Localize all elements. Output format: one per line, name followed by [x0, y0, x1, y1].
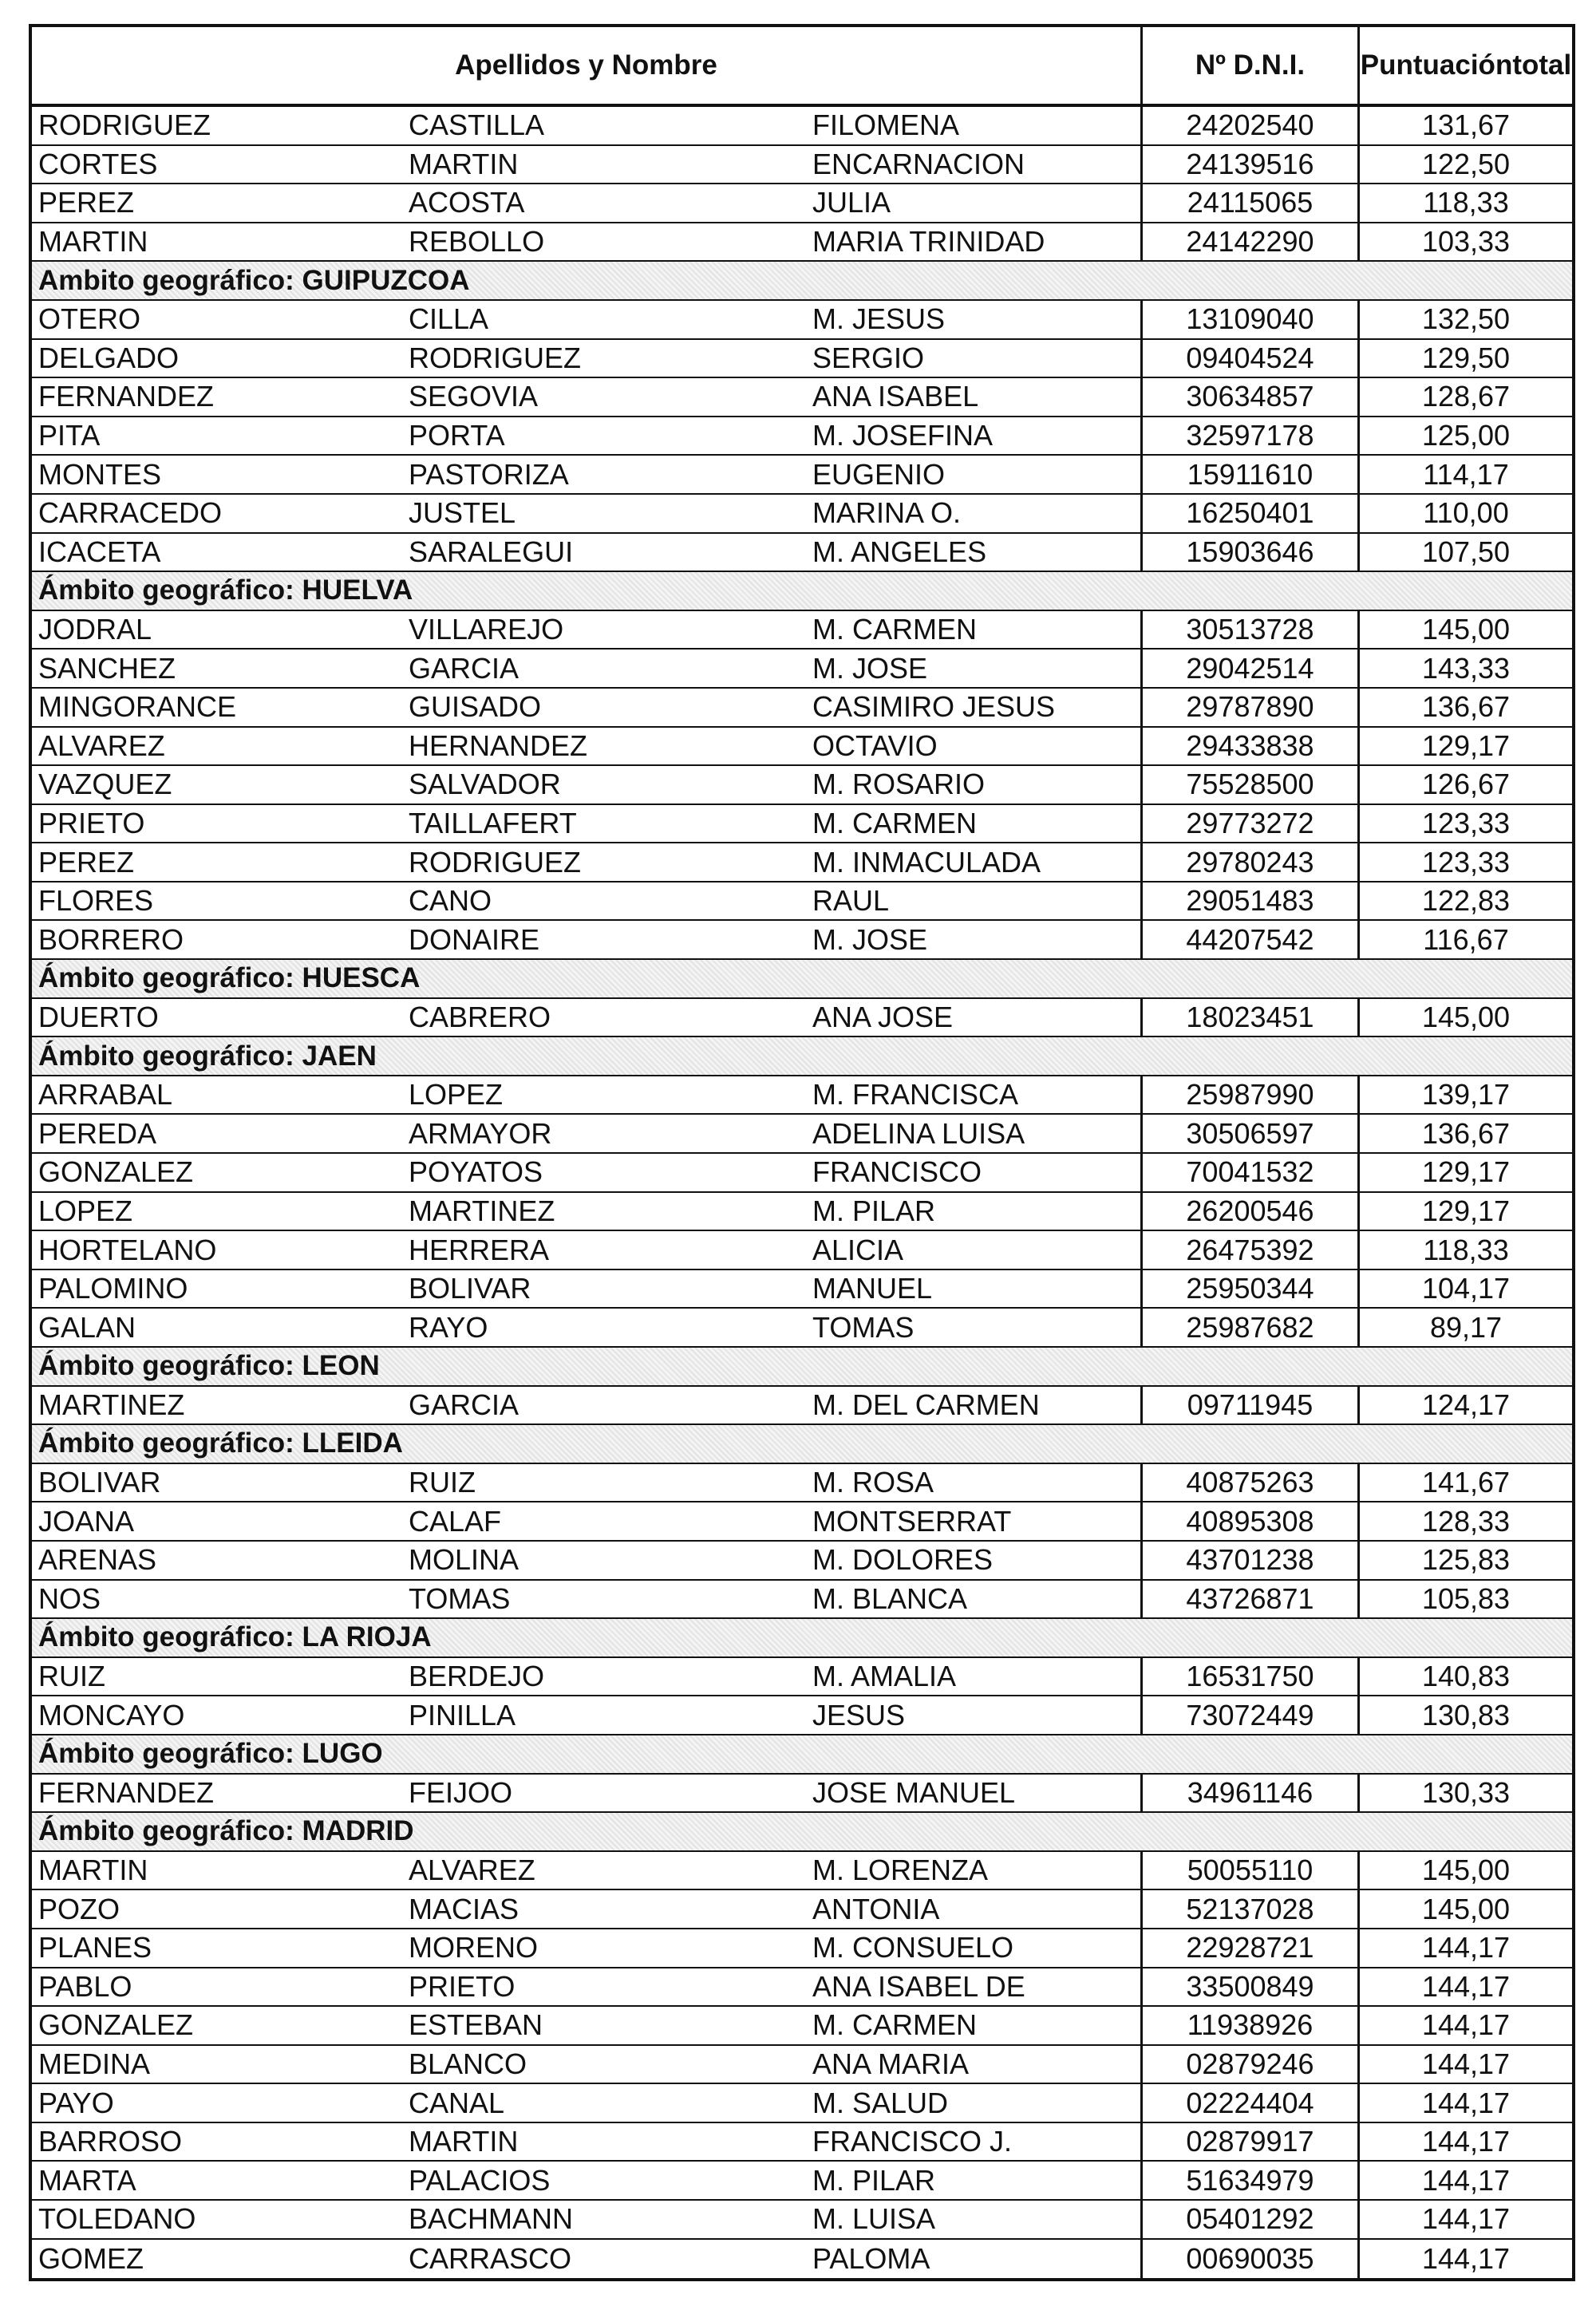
first-surname: MARTA — [38, 2163, 136, 2197]
given-name: M. CARMEN — [806, 2007, 1143, 2044]
dni-number: 44207542 — [1143, 921, 1360, 958]
second-surname: PRIETO — [409, 1969, 516, 2003]
table-row — [32, 378, 1572, 417]
table-row — [32, 1270, 1572, 1309]
second-surname: ESTEBAN — [409, 2008, 543, 2042]
dni-number: 25950344 — [1143, 1270, 1360, 1308]
header-score-line1: Puntuación — [1360, 49, 1513, 81]
header-score-line2: total — [1512, 49, 1572, 81]
table-row — [32, 1890, 1572, 1929]
given-name: M. CARMEN — [806, 805, 1143, 843]
given-name: PALOMA — [806, 2240, 1143, 2279]
given-name: RAUL — [806, 882, 1143, 920]
given-name: MONTSERRAT — [806, 1502, 1143, 1540]
given-name: JULIA — [806, 184, 1143, 222]
second-surname: CANAL — [409, 2086, 505, 2119]
first-surname: MARTIN — [38, 1854, 148, 1887]
dni-number: 02879246 — [1143, 2046, 1360, 2083]
total-score: 125,00 — [1421, 419, 1511, 452]
table-row — [32, 689, 1572, 728]
total-score: 128,33 — [1421, 1504, 1511, 1538]
dni-number: 30513728 — [1143, 611, 1360, 649]
total-score: 132,50 — [1421, 302, 1511, 336]
dni-number: 40875263 — [1143, 1464, 1360, 1502]
first-surname: ICACETA — [38, 535, 161, 568]
given-name: M. FRANCISCA — [806, 1076, 1143, 1114]
table-row — [32, 999, 1572, 1038]
second-surname: GARCIA — [409, 1388, 519, 1421]
given-name: MARIA TRINIDAD — [806, 223, 1143, 261]
first-surname: ARRABAL — [38, 1078, 173, 1112]
second-surname: CANO — [409, 884, 492, 918]
total-score: 126,67 — [1421, 768, 1511, 801]
total-score: 123,33 — [1421, 845, 1511, 879]
total-score: 107,50 — [1421, 535, 1511, 568]
total-score: 122,83 — [1421, 884, 1511, 918]
table-row — [32, 1464, 1572, 1503]
total-score: 130,83 — [1421, 1698, 1511, 1731]
section-header: Ámbito geográfico: HUELVA — [32, 572, 1572, 611]
second-surname: LOPEZ — [409, 1078, 504, 1112]
second-surname: ALVAREZ — [409, 1854, 535, 1887]
dni-number: 33500849 — [1143, 1968, 1360, 2006]
first-surname: CORTES — [38, 147, 158, 180]
second-surname: RAYO — [409, 1310, 488, 1344]
first-surname: GOMEZ — [38, 2241, 144, 2275]
second-surname: BLANCO — [409, 2047, 527, 2080]
first-surname: TOLEDANO — [38, 2202, 196, 2236]
second-surname: MARTINEZ — [409, 1194, 555, 1227]
first-surname: PEREZ — [38, 186, 135, 219]
total-score: 144,17 — [1421, 2125, 1511, 2158]
total-score: 144,17 — [1421, 2163, 1511, 2197]
table-row — [32, 223, 1572, 263]
second-surname: HERRERA — [409, 1233, 550, 1266]
second-surname: PALACIOS — [409, 2163, 551, 2197]
total-score: 114,17 — [1423, 457, 1509, 491]
first-surname: MONCAYO — [38, 1698, 185, 1731]
second-surname: PINILLA — [409, 1698, 516, 1731]
first-surname: PALOMINO — [38, 1272, 188, 1305]
dni-number: 29780243 — [1143, 843, 1360, 881]
section-header: Ámbito geográfico: JAEN — [32, 1037, 1572, 1076]
total-score: 145,00 — [1421, 1854, 1511, 1887]
section-header: Ámbito geográfico: LEON — [32, 1348, 1572, 1387]
second-surname: MARTIN — [409, 147, 519, 180]
dni-number: 52137028 — [1143, 1890, 1360, 1928]
given-name: M. CONSUELO — [806, 1929, 1143, 1967]
table-row — [32, 1076, 1572, 1115]
section-header: Ámbito geográfico: HUESCA — [32, 960, 1572, 999]
dni-number: 50055110 — [1143, 1852, 1360, 1889]
table-row — [32, 882, 1572, 922]
given-name: CASIMIRO JESUS — [806, 689, 1143, 726]
first-surname: PEREZ — [38, 845, 135, 879]
second-surname: CILLA — [409, 302, 489, 336]
given-name: ADELINA LUISA — [806, 1115, 1143, 1152]
table-row — [32, 2162, 1572, 2201]
first-surname: NOS — [38, 1581, 101, 1615]
table-row — [32, 1696, 1572, 1735]
table-row — [32, 728, 1572, 767]
given-name: M. JOSEFINA — [806, 417, 1143, 455]
first-surname: PEREDA — [38, 1116, 157, 1150]
first-surname: BOLIVAR — [38, 1466, 161, 1499]
dni-number: 16250401 — [1143, 495, 1360, 532]
first-surname: PRIETO — [38, 806, 145, 839]
second-surname: ARMAYOR — [409, 1116, 552, 1150]
table-row — [32, 805, 1572, 844]
given-name: M. ANGELES — [806, 534, 1143, 571]
table-row — [32, 1387, 1572, 1426]
first-surname: BARROSO — [38, 2125, 183, 2158]
table-body — [32, 107, 1572, 2278]
table-row — [32, 107, 1572, 146]
first-surname: BORRERO — [38, 922, 184, 956]
dni-number: 24202540 — [1143, 107, 1360, 144]
second-surname: VILLAREJO — [409, 613, 564, 646]
table-row — [32, 2201, 1572, 2240]
given-name: M. PILAR — [806, 1193, 1143, 1230]
first-surname: FERNANDEZ — [38, 1775, 215, 1809]
dni-number: 29042514 — [1143, 650, 1360, 687]
dni-number: 11938926 — [1143, 2007, 1360, 2044]
table-row — [32, 301, 1572, 340]
given-name: M. AMALIA — [806, 1658, 1143, 1696]
total-score: 145,00 — [1421, 1000, 1511, 1033]
dni-number: 26475392 — [1143, 1231, 1360, 1269]
dni-number: 40895308 — [1143, 1502, 1360, 1540]
given-name: TOMAS — [806, 1309, 1143, 1346]
dni-number: 34961146 — [1143, 1775, 1360, 1812]
given-name: EUGENIO — [806, 456, 1143, 493]
table-row — [32, 495, 1572, 534]
given-name: M. JESUS — [806, 301, 1143, 338]
total-score: 144,17 — [1421, 1969, 1511, 2003]
results-table — [29, 24, 1575, 2281]
total-score: 139,17 — [1421, 1078, 1511, 1112]
total-score: 124,17 — [1421, 1388, 1511, 1421]
first-surname: RUIZ — [38, 1660, 105, 1693]
dni-number: 70041532 — [1143, 1154, 1360, 1191]
given-name: ANA ISABEL DE — [806, 1968, 1143, 2006]
total-score: 144,17 — [1421, 2241, 1511, 2275]
table-row — [32, 2007, 1572, 2046]
second-surname: GUISADO — [409, 690, 542, 724]
total-score: 116,67 — [1423, 922, 1509, 956]
second-surname: ACOSTA — [409, 186, 525, 219]
first-surname: RODRIGUEZ — [38, 109, 211, 142]
given-name: ANTONIA — [806, 1890, 1143, 1928]
header-dni: Nº D.N.I. — [1143, 27, 1360, 104]
table-row — [32, 766, 1572, 805]
first-surname: MONTES — [38, 457, 162, 491]
total-score: 123,33 — [1421, 806, 1511, 839]
dni-number: 15903646 — [1143, 534, 1360, 571]
second-surname: MARTIN — [409, 2125, 519, 2158]
first-surname: PABLO — [38, 1969, 132, 2003]
table-row — [32, 2123, 1572, 2162]
first-surname: PAYO — [38, 2086, 114, 2119]
second-surname: MORENO — [409, 1931, 538, 1964]
second-surname: CARRASCO — [409, 2241, 572, 2275]
table-row — [32, 843, 1572, 882]
second-surname: GARCIA — [409, 651, 519, 685]
second-surname: RODRIGUEZ — [409, 845, 581, 879]
total-score: 129,50 — [1421, 341, 1511, 374]
given-name: OCTAVIO — [806, 728, 1143, 765]
table-row — [32, 1929, 1572, 1968]
total-score: 136,67 — [1421, 690, 1511, 724]
dni-number: 24139516 — [1143, 146, 1360, 184]
given-name: M. DOLORES — [806, 1542, 1143, 1579]
first-surname: OTERO — [38, 302, 141, 336]
first-surname: SANCHEZ — [38, 651, 176, 685]
total-score: 110,00 — [1423, 496, 1509, 530]
dni-number: 43726871 — [1143, 1581, 1360, 1618]
first-surname: GALAN — [38, 1310, 136, 1344]
total-score: 144,17 — [1421, 2008, 1511, 2042]
dni-number: 18023451 — [1143, 999, 1360, 1036]
total-score: 131,67 — [1421, 109, 1511, 142]
dni-number: 00690035 — [1143, 2240, 1360, 2279]
total-score: 122,50 — [1421, 147, 1511, 180]
first-surname: CARRACEDO — [38, 496, 223, 530]
given-name: ANA JOSE — [806, 999, 1143, 1036]
given-name: M. DEL CARMEN — [806, 1387, 1143, 1424]
second-surname: FEIJOO — [409, 1775, 513, 1809]
second-surname: PASTORIZA — [409, 457, 569, 491]
table-row — [32, 1231, 1572, 1270]
given-name: ANA MARIA — [806, 2046, 1143, 2083]
given-name: M. PILAR — [806, 2162, 1143, 2199]
first-surname: FERNANDEZ — [38, 380, 215, 413]
total-score: 130,33 — [1421, 1775, 1511, 1809]
first-surname: DELGADO — [38, 341, 180, 374]
dni-number: 15911610 — [1143, 456, 1360, 493]
total-score: 104,17 — [1421, 1272, 1511, 1305]
section-header: Ambito geográfico: GUIPUZCOA — [32, 262, 1572, 301]
first-surname: HORTELANO — [38, 1233, 217, 1266]
total-score: 129,17 — [1421, 729, 1511, 762]
table-row — [32, 611, 1572, 650]
dni-number: 29787890 — [1143, 689, 1360, 726]
table-row — [32, 417, 1572, 456]
total-score: 118,33 — [1423, 186, 1509, 219]
table-row — [32, 1658, 1572, 1697]
first-surname: MARTIN — [38, 225, 148, 259]
total-score: 145,00 — [1421, 613, 1511, 646]
given-name: M. JOSE — [806, 921, 1143, 958]
section-header: Ámbito geográfico: LUGO — [32, 1735, 1572, 1775]
total-score: 103,33 — [1421, 225, 1511, 259]
given-name: MANUEL — [806, 1270, 1143, 1308]
total-score: 144,17 — [1421, 2047, 1511, 2080]
dni-number: 24115065 — [1143, 184, 1360, 222]
dni-number: 75528500 — [1143, 766, 1360, 804]
dni-number: 26200546 — [1143, 1193, 1360, 1230]
table-row — [32, 340, 1572, 379]
table-row — [32, 534, 1572, 573]
dni-number: 25987682 — [1143, 1309, 1360, 1346]
second-surname: CASTILLA — [409, 109, 545, 142]
table-row — [32, 1968, 1572, 2008]
second-surname: SEGOVIA — [409, 380, 539, 413]
total-score: 143,33 — [1421, 651, 1511, 685]
first-surname: MEDINA — [38, 2047, 151, 2080]
total-score: 129,17 — [1421, 1194, 1511, 1227]
first-surname: POZO — [38, 1892, 120, 1925]
given-name: JOSE MANUEL — [806, 1775, 1143, 1812]
second-surname: POYATOS — [409, 1155, 543, 1189]
total-score: 144,17 — [1421, 1931, 1511, 1964]
first-surname: VAZQUEZ — [38, 768, 172, 801]
total-score: 136,67 — [1421, 1116, 1511, 1150]
given-name: M. ROSA — [806, 1464, 1143, 1502]
given-name: M. BLANCA — [806, 1581, 1143, 1618]
first-surname: GONZALEZ — [38, 2008, 194, 2042]
section-header: Ámbito geográfico: LLEIDA — [32, 1425, 1572, 1464]
second-surname: JUSTEL — [409, 496, 516, 530]
dni-number: 29773272 — [1143, 805, 1360, 843]
given-name: FRANCISCO J. — [806, 2123, 1143, 2161]
given-name: ENCARNACION — [806, 146, 1143, 184]
table-row — [32, 1502, 1572, 1542]
table-row — [32, 1154, 1572, 1193]
dni-number: 30506597 — [1143, 1115, 1360, 1152]
header-score — [1360, 27, 1572, 104]
second-surname: CABRERO — [409, 1000, 551, 1033]
table-row — [32, 1115, 1572, 1154]
second-surname: MACIAS — [409, 1892, 519, 1925]
second-surname: SARALEGUI — [409, 535, 574, 568]
dni-number: 43701238 — [1143, 1542, 1360, 1579]
second-surname: TOMAS — [409, 1581, 511, 1615]
dni-number: 30634857 — [1143, 378, 1360, 416]
second-surname: HERNANDEZ — [409, 729, 588, 762]
section-header: Ámbito geográfico: LA RIOJA — [32, 1619, 1572, 1658]
first-surname: LOPEZ — [38, 1194, 133, 1227]
table-row — [32, 1193, 1572, 1232]
second-surname: RODRIGUEZ — [409, 341, 581, 374]
given-name: MARINA O. — [806, 495, 1143, 532]
table-row — [32, 2046, 1572, 2085]
table-row — [32, 1852, 1572, 1891]
given-name: FRANCISCO — [806, 1154, 1143, 1191]
second-surname: PORTA — [409, 419, 505, 452]
second-surname: BERDEJO — [409, 1660, 545, 1693]
total-score: 129,17 — [1421, 1155, 1511, 1189]
given-name: ALICIA — [806, 1231, 1143, 1269]
dni-number: 24142290 — [1143, 223, 1360, 261]
given-name: M. ROSARIO — [806, 766, 1143, 804]
dni-number: 05401292 — [1143, 2201, 1360, 2238]
first-surname: JOANA — [38, 1504, 135, 1538]
first-surname: PITA — [38, 419, 101, 452]
dni-number: 02879917 — [1143, 2123, 1360, 2161]
total-score: 128,67 — [1421, 380, 1511, 413]
second-surname: BACHMANN — [409, 2202, 574, 2236]
first-surname: FLORES — [38, 884, 154, 918]
total-score: 141,67 — [1421, 1466, 1511, 1499]
table-header — [32, 27, 1572, 107]
total-score: 89,17 — [1429, 1310, 1503, 1344]
given-name: M. JOSE — [806, 650, 1143, 687]
second-surname: SALVADOR — [409, 768, 561, 801]
second-surname: REBOLLO — [409, 225, 545, 259]
second-surname: CALAF — [409, 1504, 502, 1538]
table-row — [32, 1309, 1572, 1348]
given-name: M. LUISA — [806, 2201, 1143, 2238]
dni-number: 22928721 — [1143, 1929, 1360, 1967]
first-surname: GONZALEZ — [38, 1155, 194, 1189]
given-name: M. SALUD — [806, 2084, 1143, 2122]
given-name: M. INMACULADA — [806, 843, 1143, 881]
table-row — [32, 2084, 1572, 2123]
given-name: JESUS — [806, 1696, 1143, 1734]
dni-number: 29433838 — [1143, 728, 1360, 765]
total-score: 105,83 — [1421, 1581, 1511, 1615]
header-name: Apellidos y Nombre — [32, 27, 1143, 104]
table-row — [32, 921, 1572, 960]
given-name: M. CARMEN — [806, 611, 1143, 649]
total-score: 125,83 — [1421, 1543, 1511, 1577]
total-score: 144,17 — [1421, 2086, 1511, 2119]
first-surname: JODRAL — [38, 613, 152, 646]
first-surname: MARTINEZ — [38, 1388, 185, 1421]
table-row — [32, 1542, 1572, 1581]
dni-number: 29051483 — [1143, 882, 1360, 920]
first-surname: ARENAS — [38, 1543, 157, 1577]
given-name: M. LORENZA — [806, 1852, 1143, 1889]
table-row — [32, 2240, 1572, 2279]
dni-number: 09404524 — [1143, 340, 1360, 377]
table-row — [32, 650, 1572, 689]
second-surname: TAILLAFERT — [409, 806, 577, 839]
dni-number: 32597178 — [1143, 417, 1360, 455]
dni-number: 02224404 — [1143, 2084, 1360, 2122]
table-row — [32, 184, 1572, 223]
given-name: FILOMENA — [806, 107, 1143, 144]
total-score: 144,17 — [1421, 2202, 1511, 2236]
dni-number: 09711945 — [1143, 1387, 1360, 1424]
given-name: SERGIO — [806, 340, 1143, 377]
second-surname: MOLINA — [409, 1543, 519, 1577]
second-surname: BOLIVAR — [409, 1272, 531, 1305]
second-surname: RUIZ — [409, 1466, 476, 1499]
second-surname: DONAIRE — [409, 922, 540, 956]
total-score: 145,00 — [1421, 1892, 1511, 1925]
first-surname: MINGORANCE — [38, 690, 237, 724]
dni-number: 25987990 — [1143, 1076, 1360, 1114]
first-surname: DUERTO — [38, 1000, 159, 1033]
dni-number: 16531750 — [1143, 1658, 1360, 1696]
table-row — [32, 456, 1572, 495]
table-row — [32, 1775, 1572, 1814]
table-row — [32, 1581, 1572, 1620]
total-score: 140,83 — [1421, 1660, 1511, 1693]
total-score: 118,33 — [1423, 1233, 1509, 1266]
table-row — [32, 146, 1572, 185]
dni-number: 13109040 — [1143, 301, 1360, 338]
first-surname: ALVAREZ — [38, 729, 165, 762]
dni-number: 73072449 — [1143, 1696, 1360, 1734]
dni-number: 51634979 — [1143, 2162, 1360, 2199]
given-name: ANA ISABEL — [806, 378, 1143, 416]
first-surname: PLANES — [38, 1931, 152, 1964]
section-header: Ámbito geográfico: MADRID — [32, 1813, 1572, 1852]
